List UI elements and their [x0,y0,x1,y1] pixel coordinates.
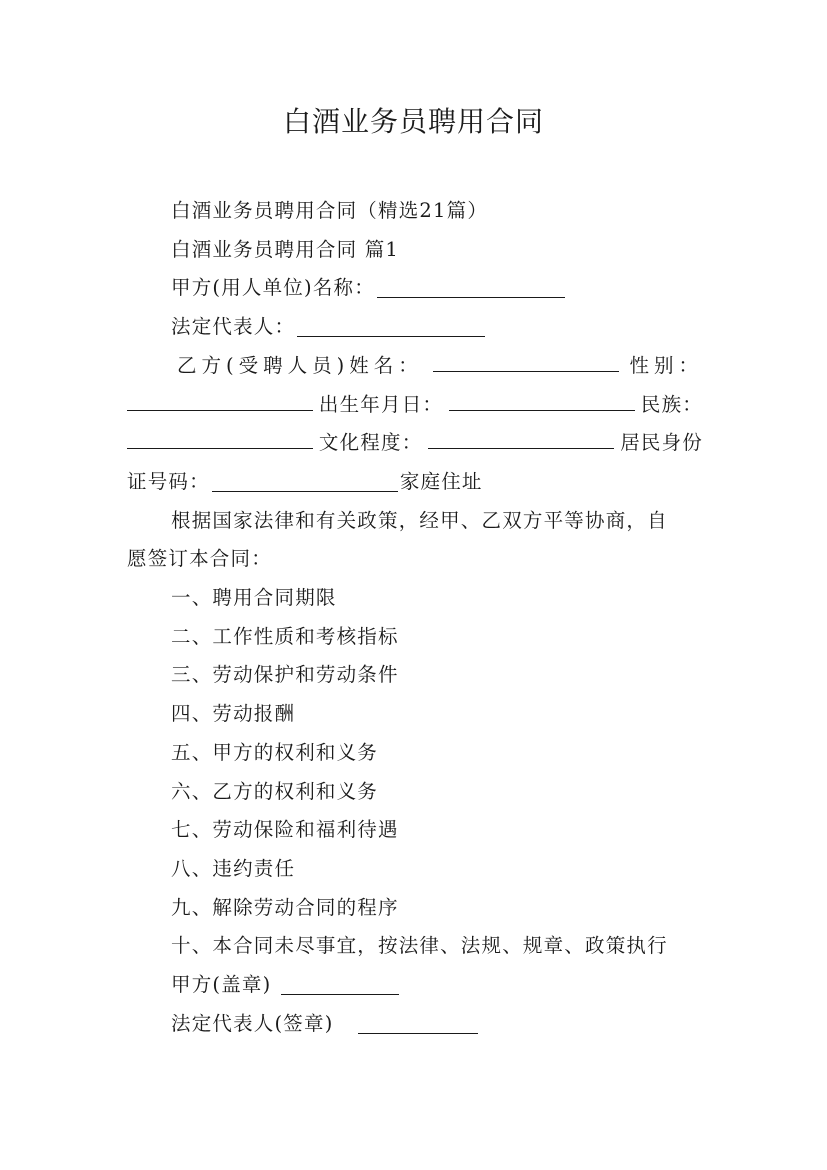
party-b-name-label: 乙方(受聘人员)姓名： [177,353,423,377]
party-a-seal-label: 甲方(盖章) [171,973,272,997]
ethnicity-label: 民族： [640,392,703,416]
gender-blank [127,390,313,411]
clause-item: 四、劳动报酬 [171,702,296,726]
clause-item: 八、违约责任 [171,856,296,880]
party-b-name-blank [433,351,619,372]
clause-item: 五、甲方的权利和义务 [171,740,379,764]
gender-label: 性别： [629,353,703,377]
clause-item: 十、本合同未尽事宜，按法律、法规、规章、政策执行 [171,934,668,958]
party-a-seal-blank [281,975,399,996]
document-title: 白酒业务员聘用合同 [282,105,544,138]
education-blank [428,429,614,450]
legal-rep-row [127,308,703,347]
id-address-row [127,463,703,502]
education-label: 文化程度： [318,431,423,455]
clause-item: 二、工作性质和考核指标 [171,624,399,648]
party-a-name-blank [377,278,565,299]
address-label: 家庭住址 [399,469,483,493]
clause-item: 一、聘用合同期限 [171,586,337,610]
ethnicity-blank [127,429,313,450]
section-heading: 白酒业务员聘用合同 篇1 [171,237,400,261]
clause-item: 九、解除劳动合同的程序 [171,895,399,919]
clause-item: 六、乙方的权利和义务 [171,779,379,803]
party-a-name-label: 甲方(用人单位)名称： [171,276,375,300]
birth-row [127,386,703,425]
legal-rep-sign-row [127,1005,703,1044]
document-subtitle: 白酒业务员聘用合同（精选21篇） [171,199,489,222]
legal-rep-sign-blank [358,1013,478,1034]
legal-rep-label: 法定代表人： [171,315,296,339]
clause-item: 三、劳动保护和劳动条件 [171,663,399,687]
education-row [127,424,703,463]
birth-label: 出生年月日： [318,392,444,416]
legal-rep-sign-label: 法定代表人(签章) [171,1011,334,1035]
intro-line-1: 根据国家法律和有关政策，经甲、乙双方平等协商，自 [171,508,668,532]
legal-rep-blank [297,317,485,338]
party-a-name-row [127,269,703,308]
birth-blank [449,390,635,411]
party-a-seal-row [127,966,703,1005]
party-b-name-row [127,347,703,386]
document-body [127,192,703,1043]
clause-item: 七、劳动保险和福利待遇 [171,818,399,842]
id-label-part2: 证号码： [127,469,210,493]
id-number-blank [212,471,398,492]
id-label-part1: 居民身份 [620,431,703,455]
intro-line-2: 愿签订本合同： [127,547,272,571]
